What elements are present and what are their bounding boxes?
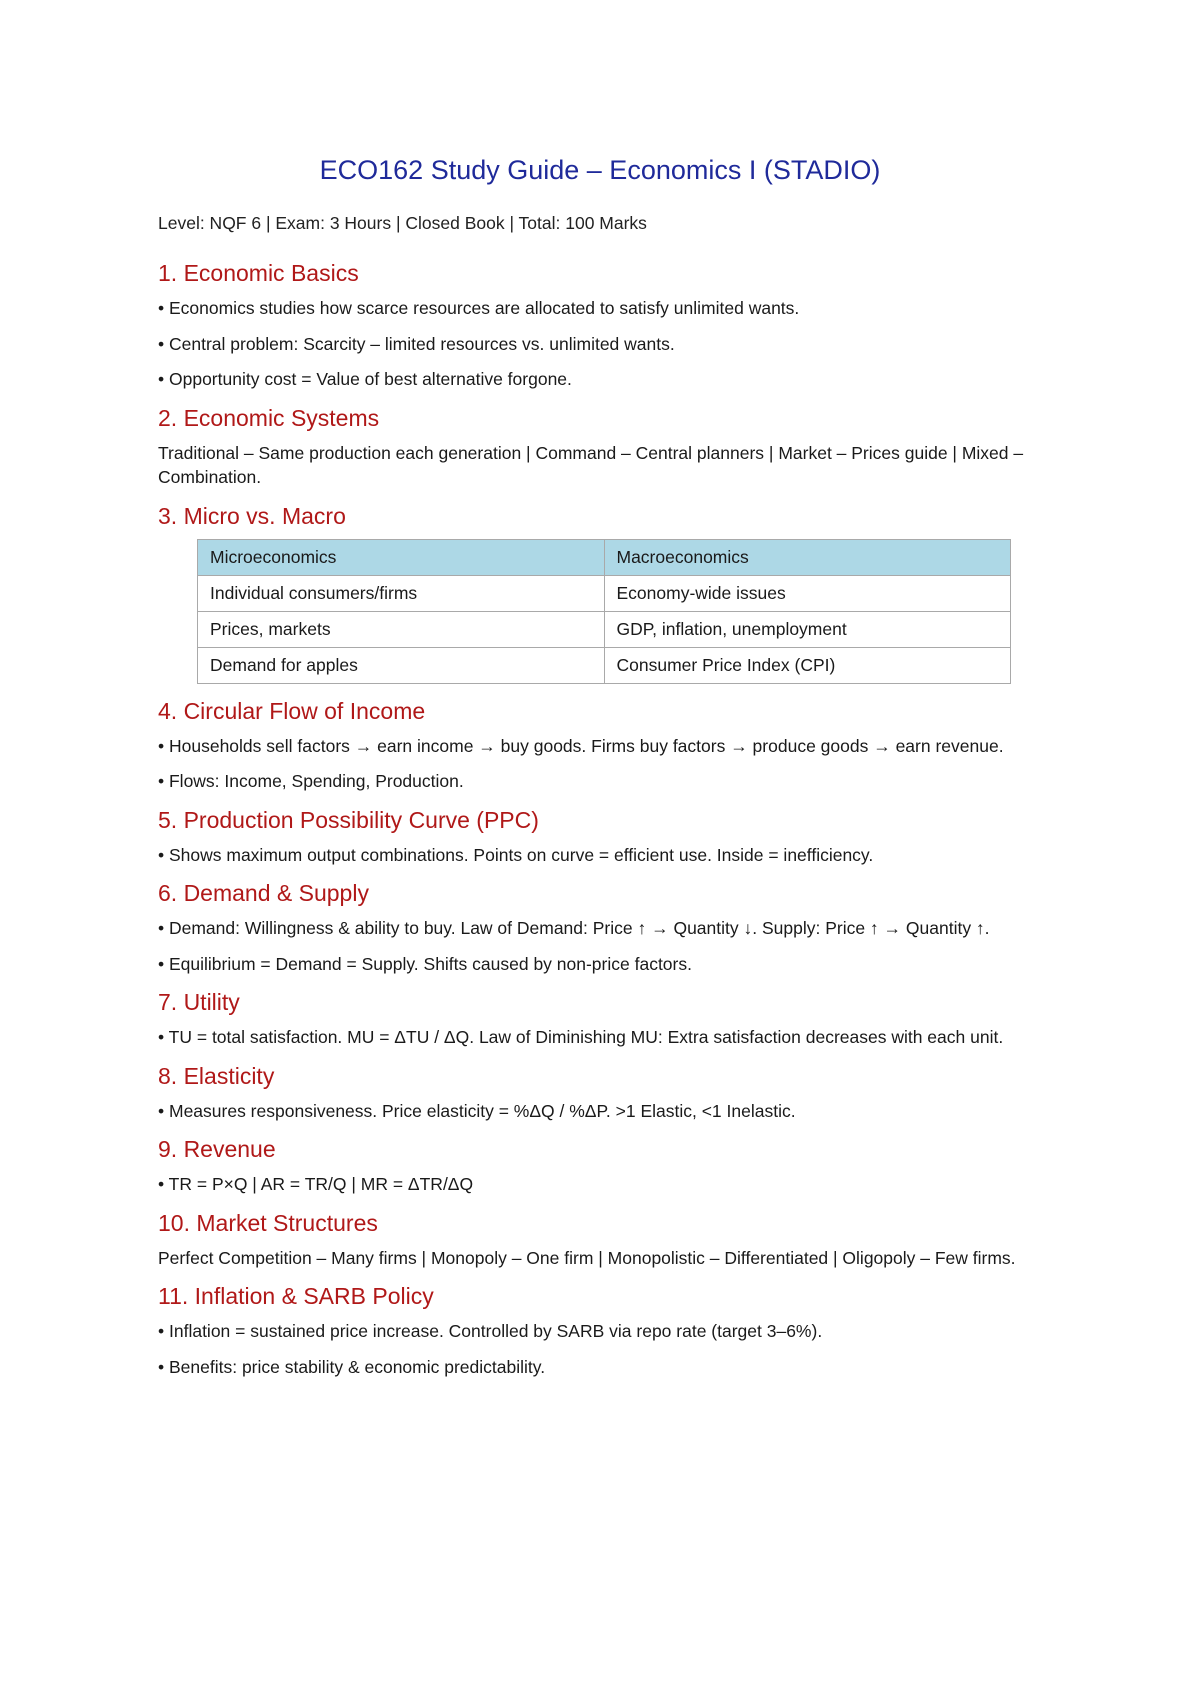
section-heading: 8. Elasticity — [158, 1062, 275, 1089]
paragraph: Perfect Competition – Many firms | Monopoly – One firm | Monopolistic – Differentiated | Oligopoly – Few firms. — [158, 1247, 1016, 1268]
section-heading: 1. Economic Basics — [158, 260, 359, 286]
bullet-point: • Central problem: Scarcity – limited resources vs. unlimited wants. — [158, 333, 675, 354]
section-heading: 7. Utility — [158, 989, 240, 1015]
section-heading: 4. Circular Flow of Income — [158, 697, 426, 724]
document-body — [158, 258, 1058, 1390]
bullet-point: • Flows: Income, Spending, Production. — [158, 771, 464, 791]
section-micro-vs-macro — [158, 501, 1058, 684]
section-market-structures — [158, 1208, 1058, 1271]
table-cell: Individual consumers/firms — [198, 575, 605, 611]
exam-meta: Level: NQF 6 | Exam: 3 Hours | Closed Book | Total: 100 Marks — [158, 213, 647, 233]
section-heading: 11. Inflation & SARB Policy — [158, 1283, 434, 1309]
section-inflation-sarb — [158, 1281, 1058, 1379]
table-header-cell: Macroeconomics — [604, 539, 1011, 575]
section-ppc — [158, 805, 1058, 868]
table-cell: Prices, markets — [198, 611, 605, 647]
section-utility — [158, 987, 1058, 1050]
table-row — [198, 575, 1011, 611]
document-title: ECO162 Study Guide – Economics I (STADIO) — [319, 155, 881, 185]
section-economic-systems — [158, 403, 1058, 490]
table-cell: Demand for apples — [198, 647, 605, 683]
bullet-point: • Measures responsiveness. Price elasticity = %ΔQ / %ΔP. >1 Elastic, <1 Inelastic. — [158, 1100, 796, 1121]
bullet-point: • Demand: Willingness & ability to buy. Law of Demand: Price ↑ → Quantity ↓. Supply: Price ↑ → Quantity ↑. — [158, 918, 990, 938]
section-heading: 2. Economic Systems — [158, 404, 380, 431]
table-cell: GDP, inflation, unemployment — [604, 611, 1011, 647]
section-economic-basics — [158, 258, 1058, 392]
section-heading: 9. Revenue — [158, 1136, 276, 1162]
section-heading: 5. Production Possibility Curve (PPC) — [158, 806, 539, 833]
section-revenue — [158, 1134, 1058, 1197]
section-demand-supply — [158, 878, 1058, 976]
table-cell: Economy-wide issues — [604, 575, 1011, 611]
section-heading: 3. Micro vs. Macro — [158, 502, 346, 529]
bullet-point: • Opportunity cost = Value of best alternative forgone. — [158, 369, 572, 389]
section-heading: 10. Market Structures — [158, 1209, 378, 1236]
paragraph: Traditional – Same production each generation | Command – Central planners | Market – Prices guide | Mixed – Combination. — [158, 442, 1024, 487]
bullet-point: • Economics studies how scarce resources are allocated to satisfy unlimited wants. — [158, 298, 800, 318]
bullet-point: • Inflation = sustained price increase. Controlled by SARB via repo rate (target 3–6%). — [158, 1321, 823, 1341]
bullet-point: • Households sell factors → earn income → buy goods. Firms buy factors → produce goods → earn revenue. — [158, 735, 1004, 756]
section-heading: 6. Demand & Supply — [158, 880, 369, 906]
table-cell: Consumer Price Index (CPI) — [604, 647, 1011, 683]
bullet-point: • Shows maximum output combinations. Points on curve = efficient use. Inside = inefficiency. — [158, 844, 874, 865]
table-header-cell: Microeconomics — [198, 539, 605, 575]
section-circular-flow — [158, 696, 1058, 794]
micro-macro-table — [197, 539, 1011, 684]
bullet-point: • TR = P×Q | AR = TR/Q | MR = ΔTR/ΔQ — [158, 1174, 474, 1194]
table-header-row — [198, 539, 1011, 575]
table-row — [198, 611, 1011, 647]
section-elasticity — [158, 1061, 1058, 1124]
bullet-point: • TU = total satisfaction. MU = ΔTU / ΔQ. Law of Diminishing MU: Extra satisfaction decreases with each unit. — [158, 1027, 1004, 1047]
bullet-point: • Benefits: price stability & economic predictability. — [158, 1356, 546, 1377]
table-row — [198, 647, 1011, 683]
bullet-point: • Equilibrium = Demand = Supply. Shifts caused by non-price factors. — [158, 953, 692, 974]
